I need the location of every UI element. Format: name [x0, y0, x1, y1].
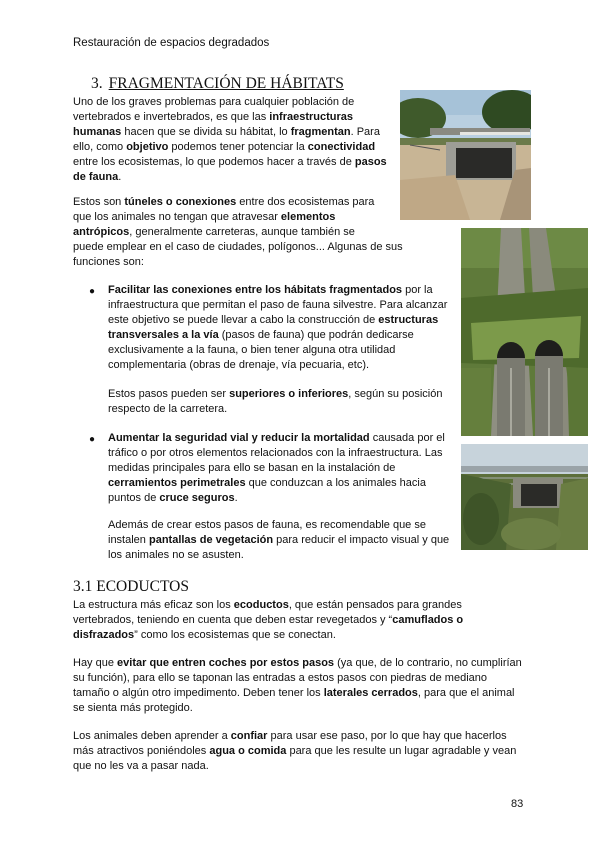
page-header: Restauración de espacios degradados	[73, 37, 270, 49]
bullet-2-marker: ●	[89, 434, 96, 445]
bullet-1-note: Estos pasos pueden ser superiores o inferiores, según su posición respecto de la carretera.	[108, 388, 443, 415]
tunnels-paragraph-cont: puede emplear en el caso de ciudades, polígonos... Algunas de sus funciones son:	[73, 241, 403, 268]
subsection-heading: 3.1 ECODUCTOS	[73, 578, 189, 595]
intro-paragraph: Uno de los graves problemas para cualquier población de vertebrados e invertebrados, es que las infraestructuras humanas hacen que se divida su hábitat, lo fragmentan. Para ello, como objetivo podemos tener potenciar la conectividad entre los ecosistemas, lo que podemos hacer a través de pasos de fauna.	[73, 96, 387, 183]
tunnels-paragraph: Estos son túneles o conexiones entre dos ecosistemas para que los animales no tengan que atravesar elementos antrópicos, generalmente carreteras, aunque también se	[73, 196, 375, 238]
culvert-photo	[461, 444, 588, 550]
bullet-2-text: Aumentar la seguridad vial y reducir la mortalidad causada por el tráfico o por otros elementos relacionados con la infraestructura. Las medidas principales para ello se basan en la instalación de cerramientos perimetrales que conduzcan a los animales hacia puntos de cruce seguros.	[108, 432, 445, 504]
page-number: 83	[511, 798, 524, 810]
underpass-photo	[400, 90, 531, 220]
bullet-1-marker: ●	[89, 286, 96, 297]
section-number: 3.	[91, 75, 103, 92]
bullet-2-note: Además de crear estos pasos de fauna, es recomendable que se instalen pantallas de vegetación para reducir el impacto visual y que los animales no se asusten.	[108, 519, 450, 561]
ecoducts-paragraph-1: La estructura más eficaz son los ecoductos, que están pensados para grandes vertebrados, teniendo en cuenta que deben estar revegetados y “camuflados o disfrazados” como los ecosistemas que se conectan.	[73, 599, 464, 641]
section-heading	[91, 75, 344, 93]
section-title: FRAGMENTACIÓN DE HÁBITATS	[108, 75, 344, 92]
ecoduct-aerial-photo	[461, 228, 588, 436]
ecoducts-paragraph-2: Hay que evitar que entren coches por estos pasos (ya que, de lo contrario, no cumplirían su función), para ello se taponan las entradas a estos pasos con piedras de mediano tamaño o algún otro impedimento. Deben tener los laterales cerrados, para que el animal se sienta más protegido.	[73, 657, 522, 714]
bullet-1-text: Facilitar las conexiones entre los hábitats fragmentados por la infraestructura que permitan el paso de fauna silvestre. Para alcanzar este objetivo se puede llevar a cabo la construcción de estructuras transversales a la vía (pasos de fauna) que podrán dedicarse exclusivamente a la fauna, o bien tener alguna otra utilidad complementaria (obras de drenaje, vía pecuaria, etc).	[108, 284, 448, 371]
ecoducts-paragraph-3: Los animales deben aprender a confiar para usar ese paso, por lo que hay que hacerlos más atractivos poniéndoles agua o comida para que les resulte un lugar agradable y vean que no les va a pasar nada.	[73, 730, 517, 772]
